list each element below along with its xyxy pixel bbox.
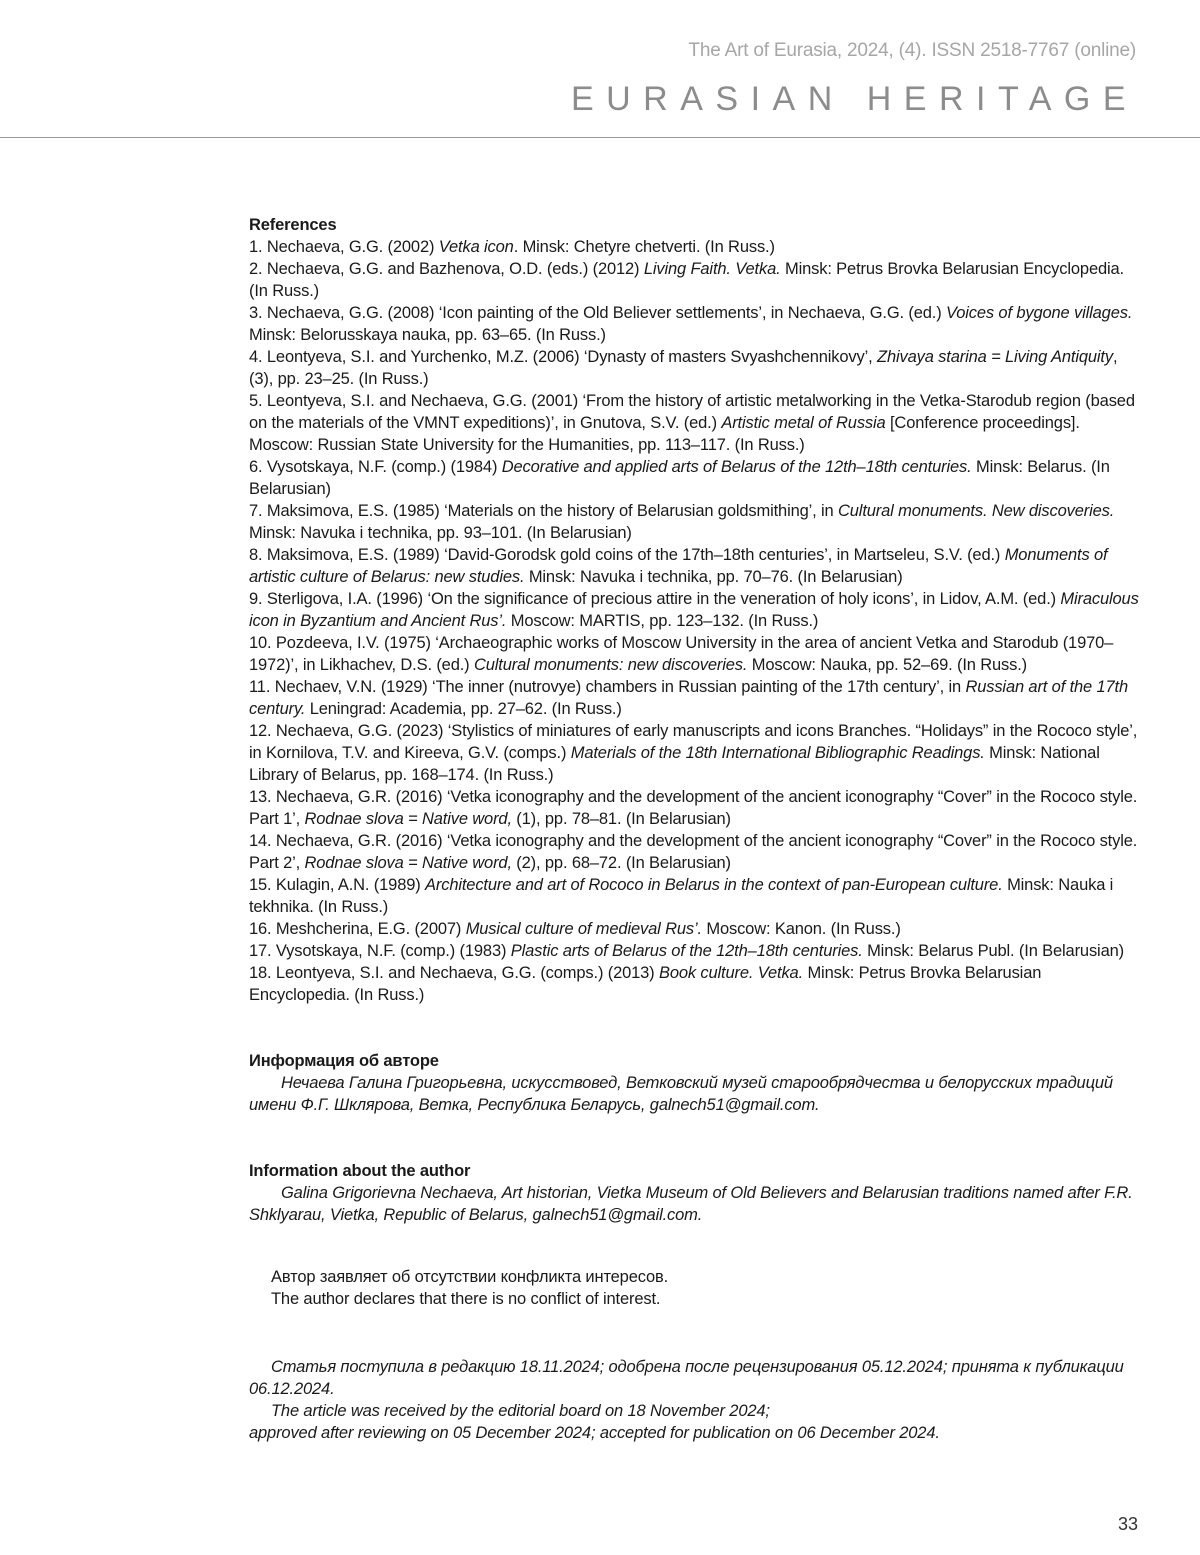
- reference-text: , (3), pp. 23–25. (In Russ.): [249, 348, 1118, 388]
- reference-text: Minsk: Petrus Brovka Belarusian Encyclopedia. (In Russ.): [249, 260, 1124, 300]
- reference-item: [249, 236, 1144, 258]
- reference-text: 4. Leontyeva, S.I. and Yurchenko, M.Z. (2006) ‘Dynasty of masters Svyashchennikovy’,: [249, 348, 878, 366]
- reference-title: Artistic metal of Russia: [721, 414, 886, 432]
- reference-item: [249, 676, 1144, 720]
- reference-text: 5. Leontyeva, S.I. and Nechaeva, G.G. (2001) ‘From the history of artistic metalworking in the Vetka-Starodub region (based on the materials of the VMNT expeditions)’, in Gnutova, S.V. (ed.): [249, 392, 1135, 432]
- author-info-en-text: Galina Grigorievna Nechaeva, Art historian, Vietka Museum of Old Believers and Belarusian traditions named after F.R. Shklyarau, Vietka, Republic of Belarus, galnech51@gmail.com.: [249, 1184, 1133, 1224]
- reference-item: [249, 390, 1144, 456]
- reference-text: [Conference proceedings]. Moscow: Russian State University for the Humanities, pp. 113–117. (In Russ.): [249, 414, 1080, 454]
- article-dates-en-line1: The article was received by the editorial board on 18 November 2024;: [271, 1402, 770, 1420]
- page-number: 33: [1117, 1514, 1138, 1534]
- reference-item: [249, 544, 1144, 588]
- reference-text: 7. Maksimova, E.S. (1985) ‘Materials on the history of Belarusian goldsmithing’, in: [249, 502, 839, 520]
- reference-title: Monuments of artistic culture of Belarus: new studies.: [249, 546, 1108, 586]
- reference-item: [249, 588, 1144, 632]
- reference-title: Voices of bygone villages.: [945, 304, 1133, 322]
- article-dates: [249, 1356, 1144, 1444]
- reference-list: [249, 236, 1144, 1006]
- reference-text: 16. Meshcherina, E.G. (2007): [249, 920, 466, 938]
- reference-text: (1), pp. 78–81. (In Belarusian): [511, 810, 731, 828]
- reference-text: 12. Nechaeva, G.G. (2023) ‘Stylistics of miniatures of early manuscripts and icons Branches. “Holidays” in the Rococo style’, in Kornilova, T.V. and Kireeva, G.V. (comps.): [249, 722, 1138, 762]
- reference-text: . Minsk: Chetyre chetverti. (In Russ.): [513, 238, 775, 256]
- reference-title: Zhivaya starina = Living Antiquity: [877, 348, 1113, 366]
- author-info-ru-text: Нечаева Галина Григорьевна, искусствовед, Ветковский музей старообрядчества и белорусских традиций имени Ф.Г. Шклярова, Ветка, Республика Беларусь, galnech51@gmail.com.: [249, 1074, 1113, 1114]
- reference-item: [249, 632, 1144, 676]
- reference-text: Moscow: Nauka, pp. 52–69. (In Russ.): [747, 656, 1028, 674]
- reference-title: Plastic arts of Belarus of the 12th–18th centuries.: [510, 942, 863, 960]
- reference-title: Miraculous icon in Byzantium and Ancient Rus’.: [249, 590, 1139, 630]
- reference-text: (2), pp. 68–72. (In Belarusian): [511, 854, 731, 872]
- reference-title: Rodnae slova = Native word,: [304, 810, 512, 828]
- reference-text: 10. Pozdeeva, I.V. (1975) ‘Archaeographic works of Moscow University in the area of ancient Vetka and Starodub (1970–1972)’, in Likhachev, D.S. (ed.): [249, 634, 1114, 674]
- section-title: EURASIAN HERITAGE: [570, 80, 1138, 118]
- header-divider: [0, 137, 1200, 138]
- reference-text: Leningrad: Academia, pp. 27–62. (In Russ.): [305, 700, 622, 718]
- reference-title: Book culture. Vetka.: [658, 964, 804, 982]
- reference-item: [249, 830, 1144, 874]
- reference-text: 1. Nechaeva, G.G. (2002): [249, 238, 439, 256]
- reference-text: Minsk: Nauka i tekhnika. (In Russ.): [249, 876, 1114, 916]
- reference-item: [249, 786, 1144, 830]
- reference-text: Moscow: Kanon. (In Russ.): [701, 920, 901, 938]
- reference-text: 18. Leontyeva, S.I. and Nechaeva, G.G. (comps.) (2013): [249, 964, 659, 982]
- author-info-en-heading: Information about the author: [249, 1162, 471, 1180]
- reference-title: Architecture and art of Rococo in Belarus in the context of pan-European culture.: [425, 876, 1003, 894]
- reference-text: 3. Nechaeva, G.G. (2008) ‘Icon painting of the Old Believer settlements’, in Nechaeva, G.G. (ed.): [249, 304, 946, 322]
- article-dates-ru: Статья поступила в редакцию 18.11.2024; одобрена после рецензирования 05.12.2024; принята к публикации 06.12.2024.: [249, 1358, 1124, 1398]
- reference-text: 14. Nechaeva, G.R. (2016) ‘Vetka iconography and the development of the ancient iconography “Cover” in the Rococo style. Part 2’,: [249, 832, 1138, 872]
- reference-text: 2. Nechaeva, G.G. and Bazhenova, O.D. (eds.) (2012): [249, 260, 644, 278]
- reference-text: 13. Nechaeva, G.R. (2016) ‘Vetka iconography and the development of the ancient iconography “Cover” in the Rococo style. Part 1’,: [249, 788, 1138, 828]
- reference-item: [249, 258, 1144, 302]
- reference-item: [249, 346, 1144, 390]
- reference-title: Living Faith. Vetka.: [643, 260, 781, 278]
- journal-citation: The Art of Eurasia, 2024, (4). ISSN 2518-7767 (online): [688, 40, 1136, 61]
- reference-text: Minsk: Belarus. (In Belarusian): [249, 458, 1110, 498]
- conflict-statement-en: The author declares that there is no conflict of interest.: [271, 1290, 661, 1308]
- reference-item: [249, 456, 1144, 500]
- reference-text: Minsk: Navuka i technika, pp. 70–76. (In Belarusian): [524, 568, 903, 586]
- references-heading: References: [249, 216, 337, 234]
- reference-text: 8. Maksimova, E.S. (1989) ‘David-Gorodsk gold coins of the 17th–18th centuries’, in Martseleu, S.V. (ed.): [249, 546, 1005, 564]
- reference-text: 6. Vysotskaya, N.F. (comp.) (1984): [249, 458, 502, 476]
- conflict-statement: [249, 1266, 1144, 1310]
- reference-title: Materials of the 18th International Bibliographic Readings.: [570, 744, 985, 762]
- reference-text: 11. Nechaev, V.N. (1929) ‘The inner (nutrovye) chambers in Russian painting of the 17th century’, in: [249, 678, 966, 696]
- reference-text: Moscow: MARTIS, pp. 123–132. (In Russ.): [506, 612, 819, 630]
- page-content: [249, 214, 1144, 1444]
- reference-item: [249, 940, 1144, 962]
- reference-title: Vetka icon: [438, 238, 514, 256]
- reference-item: [249, 720, 1144, 786]
- author-info-ru-heading: Информация об авторе: [249, 1052, 439, 1070]
- reference-item: [249, 962, 1144, 1006]
- author-info-en: [249, 1160, 1144, 1226]
- reference-text: Minsk: Petrus Brovka Belarusian Encyclopedia. (In Russ.): [249, 964, 1042, 1004]
- reference-text: 9. Sterligova, I.A. (1996) ‘On the significance of precious attire in the veneration of holy icons’, in Lidov, A.M. (ed.): [249, 590, 1061, 608]
- reference-title: Decorative and applied arts of Belarus of the 12th–18th centuries.: [501, 458, 972, 476]
- reference-text: Minsk: National Library of Belarus, pp. 168–174. (In Russ.): [249, 744, 1100, 784]
- reference-title: Russian art of the 17th century.: [249, 678, 1129, 718]
- reference-text: Minsk: Belorusskaya nauka, pp. 63–65. (In Russ.): [249, 326, 606, 344]
- reference-title: Cultural monuments. New discoveries.: [838, 502, 1115, 520]
- author-info-ru: [249, 1050, 1144, 1116]
- reference-text: Minsk: Belarus Publ. (In Belarusian): [862, 942, 1124, 960]
- reference-item: [249, 302, 1144, 346]
- reference-text: Minsk: Navuka i technika, pp. 93–101. (In Belarusian): [249, 524, 632, 542]
- reference-text: 17. Vysotskaya, N.F. (comp.) (1983): [249, 942, 511, 960]
- reference-title: Rodnae slova = Native word,: [304, 854, 512, 872]
- reference-item: [249, 874, 1144, 918]
- reference-text: 15. Kulagin, A.N. (1989): [249, 876, 426, 894]
- article-dates-en-line2: approved after reviewing on 05 December 2024; accepted for publication on 06 December 2024.: [249, 1424, 940, 1442]
- reference-item: [249, 500, 1144, 544]
- reference-title: Musical culture of medieval Rus’.: [465, 920, 702, 938]
- reference-title: Cultural monuments: new discoveries.: [473, 656, 748, 674]
- conflict-statement-ru: Автор заявляет об отсутствии конфликта интересов.: [271, 1268, 669, 1286]
- reference-item: [249, 918, 1144, 940]
